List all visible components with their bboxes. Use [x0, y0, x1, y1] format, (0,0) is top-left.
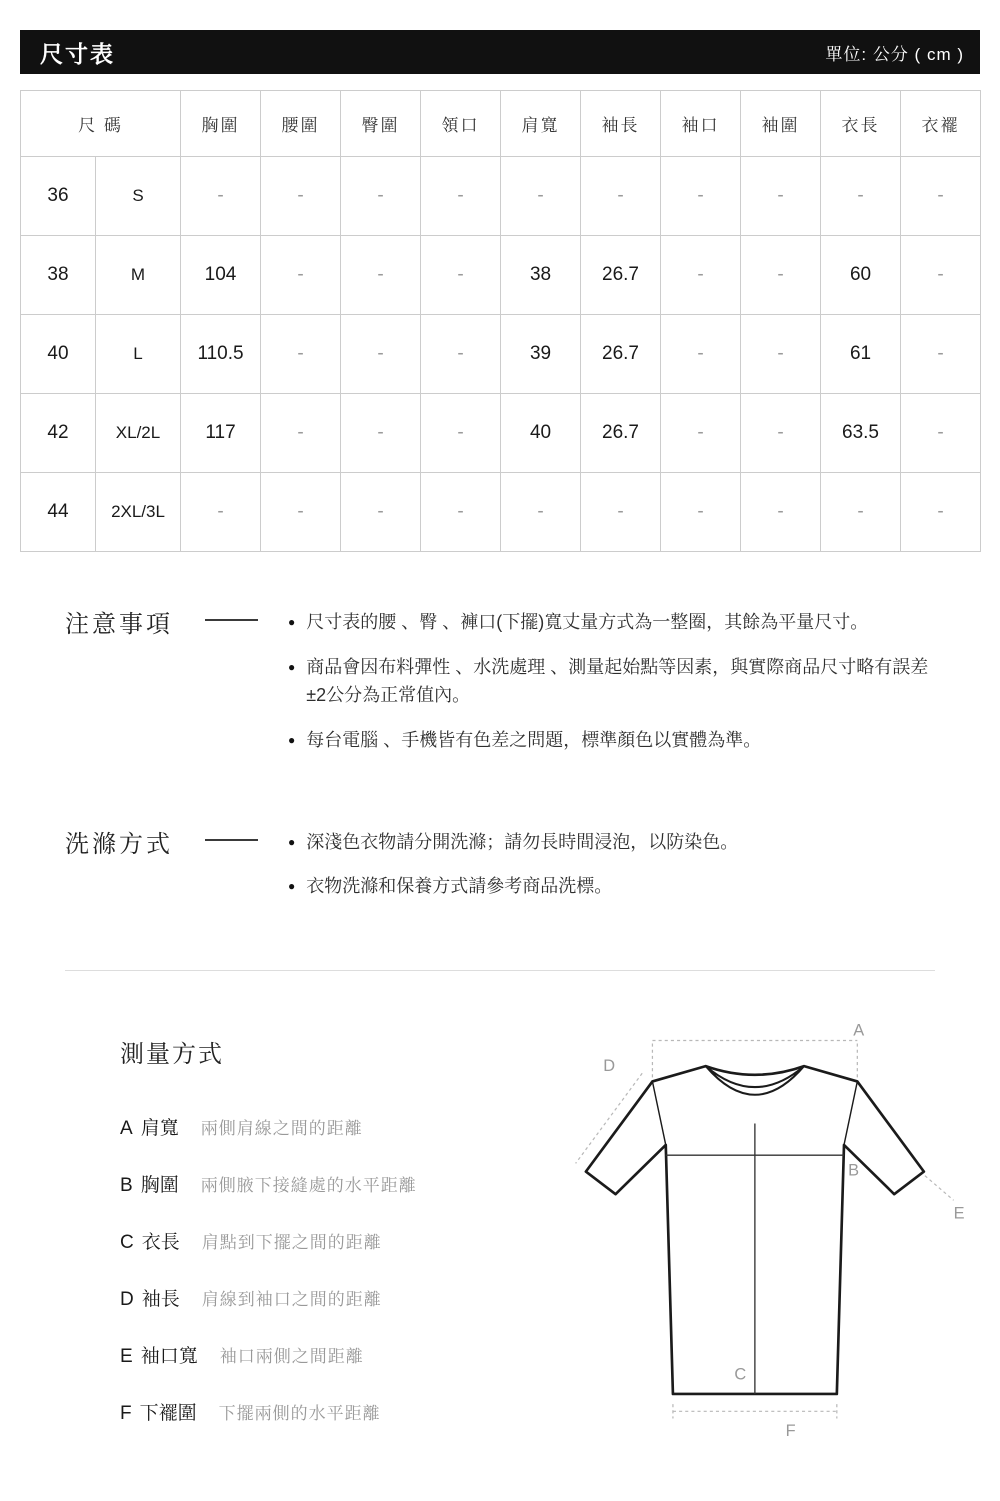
- notes-section: [65, 604, 935, 772]
- diagram-label-a: A: [853, 1021, 865, 1040]
- size-number-cell: 36: [21, 157, 96, 236]
- table-cell: 40: [501, 394, 581, 473]
- measurement-name: 袖口寬: [140, 1346, 198, 1368]
- note-item: [288, 727, 935, 755]
- measurement-item: [120, 1284, 550, 1311]
- table-cell: -: [261, 157, 341, 236]
- column-header: 領口: [421, 91, 501, 157]
- washing-item: [288, 873, 935, 901]
- table-cell: -: [261, 236, 341, 315]
- measurement-key: D: [120, 1289, 134, 1311]
- table-cell: -: [661, 157, 741, 236]
- washing-title: 洗滌方式: [65, 830, 173, 858]
- table-row: [21, 157, 981, 236]
- notes-title: 注意事項: [65, 611, 173, 638]
- table-cell: -: [741, 157, 821, 236]
- size-number-cell: 42: [21, 394, 96, 473]
- measurement-key: F: [120, 1403, 132, 1425]
- size-label-cell: S: [96, 157, 181, 236]
- size-number-cell: 40: [21, 315, 96, 394]
- table-cell: -: [341, 315, 421, 394]
- measurement-item: [120, 1398, 550, 1425]
- washing-item: [288, 829, 935, 857]
- table-cell: 26.7: [581, 236, 661, 315]
- size-label-cell: XL/2L: [96, 394, 181, 473]
- measurement-item: [120, 1227, 550, 1254]
- diagram-label-e: E: [953, 1205, 965, 1224]
- bullet-icon: ●: [288, 834, 296, 849]
- column-header: 胸圍: [181, 91, 261, 157]
- table-cell: -: [581, 157, 661, 236]
- table-cell: 26.7: [581, 394, 661, 473]
- diagram-label-c: C: [734, 1365, 747, 1384]
- table-cell: -: [261, 315, 341, 394]
- tshirt-diagram-container: [550, 1020, 970, 1460]
- table-cell: -: [341, 236, 421, 315]
- column-header: 袖口: [661, 91, 741, 157]
- note-text: 尺寸表的腰 、臀 、褲口(下擺)寬丈量方式為一整圈，其餘為平量尺寸。: [306, 612, 869, 632]
- measurement-desc: 兩側腋下接縫處的水平距離: [200, 1176, 417, 1196]
- table-cell: -: [661, 473, 741, 552]
- table-cell: 38: [501, 236, 581, 315]
- size-number-cell: 38: [21, 236, 96, 315]
- tshirt-diagram: [550, 1020, 970, 1460]
- column-header-size: 尺 碼: [21, 91, 181, 157]
- column-header: 袖圍: [741, 91, 821, 157]
- table-cell: -: [901, 473, 981, 552]
- note-text: 商品會因布料彈性 、水洗處理 、測量起始點等因素，與實際商品尺寸略有誤差±2公分為正常值內。: [306, 656, 929, 705]
- table-cell: -: [741, 394, 821, 473]
- table-cell: -: [821, 473, 901, 552]
- bullet-icon: ●: [288, 615, 296, 629]
- measurement-list: [120, 1026, 550, 1460]
- table-cell: 39: [501, 315, 581, 394]
- table-cell: -: [421, 473, 501, 552]
- column-header: 腰圍: [261, 91, 341, 157]
- measurement-key: E: [120, 1346, 133, 1368]
- column-header: 衣長: [821, 91, 901, 157]
- washing-dash-divider: [205, 839, 258, 841]
- column-header: 臀圍: [341, 91, 421, 157]
- size-label-cell: M: [96, 236, 181, 315]
- table-cell: -: [261, 473, 341, 552]
- table-cell: 60: [821, 236, 901, 315]
- table-cell: -: [501, 157, 581, 236]
- measurement-name: 肩寬: [140, 1118, 179, 1140]
- measurement-desc: 兩側肩線之間的距離: [200, 1119, 363, 1139]
- table-cell: 110.5: [181, 315, 261, 394]
- washing-text: 深淺色衣物請分開洗滌；請勿長時間浸泡，以防染色。: [306, 831, 739, 852]
- size-table: [20, 90, 981, 552]
- table-cell: -: [821, 157, 901, 236]
- measurement-desc: 肩線到袖口之間的距離: [201, 1290, 382, 1310]
- table-cell: -: [901, 394, 981, 473]
- table-row: [21, 394, 981, 473]
- table-row: [21, 236, 981, 315]
- column-header: 袖長: [581, 91, 661, 157]
- note-item: [288, 609, 935, 637]
- measurement-desc: 下擺兩側的水平距離: [218, 1404, 381, 1424]
- guide-hem-width-f: [673, 1404, 837, 1418]
- table-cell: -: [181, 157, 261, 236]
- size-label-cell: L: [96, 315, 181, 394]
- table-cell: -: [741, 236, 821, 315]
- measurement-desc: 肩點到下擺之間的距離: [201, 1233, 382, 1253]
- table-cell: -: [181, 473, 261, 552]
- diagram-label-d: D: [603, 1057, 616, 1076]
- page-title: 尺寸表: [40, 40, 115, 67]
- washing-section: [65, 824, 935, 919]
- measurement-item: [120, 1113, 550, 1140]
- measurement-name: 胸圍: [140, 1175, 179, 1197]
- table-cell: 61: [821, 315, 901, 394]
- bullet-icon: ●: [288, 659, 296, 674]
- notes-dash-divider: [205, 619, 258, 621]
- measurement-name: 下襬圍: [139, 1403, 197, 1425]
- diagram-label-b: B: [848, 1162, 860, 1181]
- table-cell: -: [501, 473, 581, 552]
- section-divider: [65, 970, 935, 971]
- notes-list: [288, 604, 935, 772]
- table-cell: -: [341, 157, 421, 236]
- measurement-desc: 袖口兩側之間距離: [219, 1347, 364, 1367]
- unit-label: 單位: 公分 ( cm ): [825, 44, 964, 64]
- table-cell: -: [741, 315, 821, 394]
- table-cell: -: [661, 315, 741, 394]
- table-cell: -: [341, 473, 421, 552]
- size-chart-header: [20, 30, 980, 74]
- table-cell: -: [421, 236, 501, 315]
- measurement-item: [120, 1170, 550, 1197]
- table-header-row: [21, 91, 981, 157]
- bullet-icon: ●: [288, 879, 296, 894]
- table-cell: -: [421, 394, 501, 473]
- measurement-item: [120, 1341, 550, 1368]
- table-cell: -: [581, 473, 661, 552]
- measurement-title: 測量方式: [120, 1041, 224, 1069]
- table-cell: 104: [181, 236, 261, 315]
- diagram-label-f: F: [785, 1422, 796, 1441]
- table-row: [21, 473, 981, 552]
- table-cell: -: [901, 236, 981, 315]
- measurement-key: A: [120, 1118, 133, 1140]
- measurement-name: 袖長: [141, 1289, 180, 1311]
- table-cell: 63.5: [821, 394, 901, 473]
- measurement-section: [20, 1021, 980, 1460]
- size-label-cell: 2XL/3L: [96, 473, 181, 552]
- measurement-key: C: [120, 1232, 134, 1254]
- table-cell: 117: [181, 394, 261, 473]
- table-cell: -: [341, 394, 421, 473]
- washing-text: 衣物洗滌和保養方式請參考商品洗標。: [306, 876, 613, 897]
- table-cell: -: [901, 157, 981, 236]
- column-header: 衣襬: [901, 91, 981, 157]
- table-cell: -: [421, 157, 501, 236]
- note-item: [288, 654, 935, 710]
- table-cell: -: [261, 394, 341, 473]
- table-cell: 26.7: [581, 315, 661, 394]
- measurement-name: 衣長: [141, 1232, 180, 1254]
- table-row: [21, 315, 981, 394]
- guide-cuff-width-e: [925, 1176, 954, 1201]
- table-cell: -: [421, 315, 501, 394]
- washing-list: [288, 824, 935, 919]
- note-text: 每台電腦 、手機皆有色差之問題，標準顏色以實體為準。: [306, 729, 762, 750]
- table-cell: -: [741, 473, 821, 552]
- table-cell: -: [661, 236, 741, 315]
- table-cell: -: [661, 394, 741, 473]
- bullet-icon: ●: [288, 732, 296, 747]
- table-cell: -: [901, 315, 981, 394]
- size-number-cell: 44: [21, 473, 96, 552]
- column-header: 肩寬: [501, 91, 581, 157]
- measurement-key: B: [120, 1175, 133, 1197]
